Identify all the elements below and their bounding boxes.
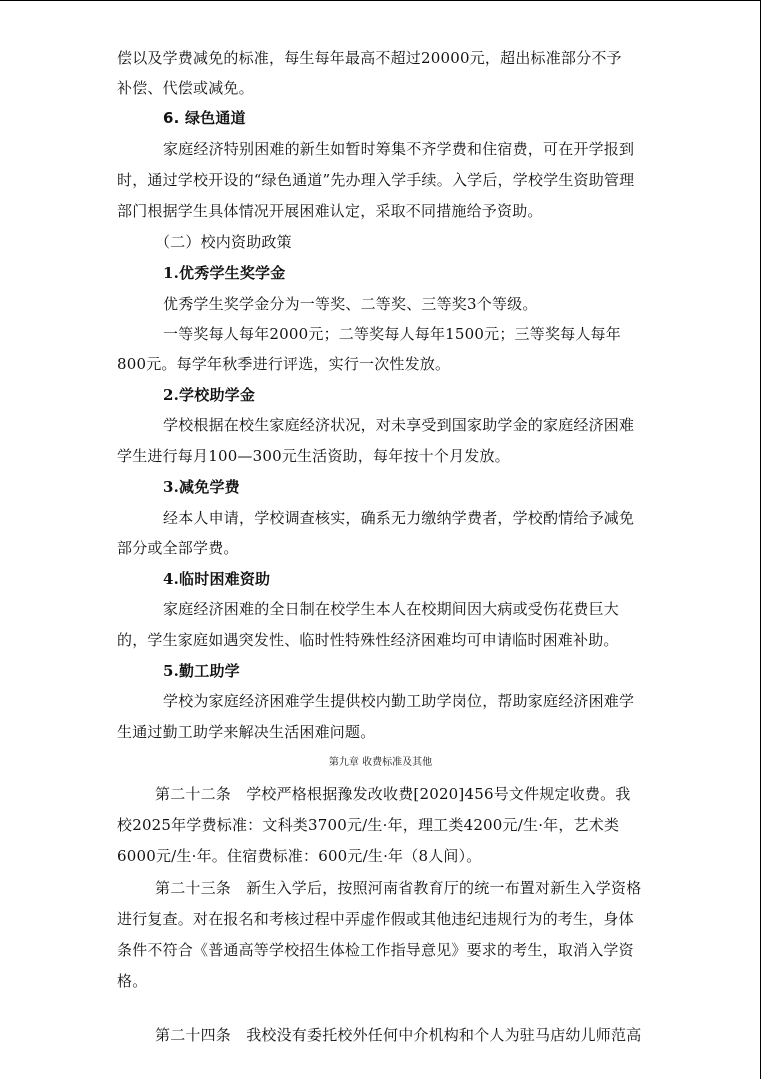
text-line: 学生进行每月100—300元生活资助，每年按十个月发放。 [117,447,510,465]
chapter-title: 第九章 收费标准及其他 [328,757,433,768]
text-line: 的，学生家庭如遇突发性、临时性特殊性经济困难均可申请临时困难补助。 [117,631,619,649]
article-line: 第二十二条 学校严格根据豫发改收费[2020]456号文件规定收费。我 [155,785,631,803]
text-line: 生通过勤工助学来解决生活困难问题。 [117,723,376,741]
text-line: 一等奖每人每年2000元；二等奖每人每年1500元；三等奖每人每年 [163,325,621,343]
text-line: 格。 [117,972,148,990]
text-line: 6000元/生·年。住宿费标准：600元/生·年（8人间）。 [117,847,482,865]
article-line: 第二十四条 我校没有委托校外任何中介机构和个人为驻马店幼儿师范高 [155,1026,642,1044]
text-line: 进行复查。对在报名和考核过程中弄虚作假或其他违纪违规行为的考生，身体 [117,910,634,928]
text-line: 校2025年学费标准：文科类3700元/生·年，理工类4200元/生·年，艺术类 [117,816,620,834]
text-line: 家庭经济困难的全日制在校学生本人在校期间因大病或受伤花费巨大 [163,600,620,618]
text-line: 补偿、代偿或减免。 [117,79,254,97]
text-line: 学校为家庭经济困难学生提供校内勤工助学岗位，帮助家庭经济困难学 [163,692,635,710]
section-heading: 4.临时困难资助 [163,570,271,588]
text-line: 部门根据学生具体情况开展困难认定，采取不同措施给予资助。 [117,202,543,220]
text-line: 经本人申请，学校调查核实，确系无力缴纳学费者，学校酌情给予减免 [163,509,635,527]
section-heading: 2.学校助学金 [163,386,256,404]
section-heading: 1.优秀学生奖学金 [163,264,286,282]
text-line: 学校根据在校生家庭经济状况，对未享受到国家助学金的家庭经济困难 [163,416,635,434]
text-line: 家庭经济特别困难的新生如暂时筹集不齐学费和住宿费，可在开学报到 [163,140,635,158]
text-line: 条件不符合《普通高等学校招生体检工作指导意见》要求的考生，取消入学资 [117,941,634,959]
text-line: 偿以及学费减免的标准，每生每年最高不超过20000元，超出标准部分不予 [117,49,622,67]
text-line: 时，通过学校开设的“绿色通道”先办理入学手续。入学后，学校学生资助管理 [117,171,635,189]
section-heading: 3.减免学费 [163,478,240,496]
section-heading: 5.勤工助学 [163,662,240,680]
text-line: 800元。每学年秋季进行评选，实行一次性发放。 [117,355,451,373]
section-heading: 6. 绿色通道 [163,109,246,127]
text-line: 优秀学生奖学金分为一等奖、二等奖、三等奖3个等级。 [163,295,538,313]
article-line: 第二十三条 新生入学后，按照河南省教育厅的统一布置对新生入学资格 [155,879,642,897]
text-line: 部分或全部学费。 [117,539,239,557]
section-heading: （二）校内资助政策 [155,233,292,251]
